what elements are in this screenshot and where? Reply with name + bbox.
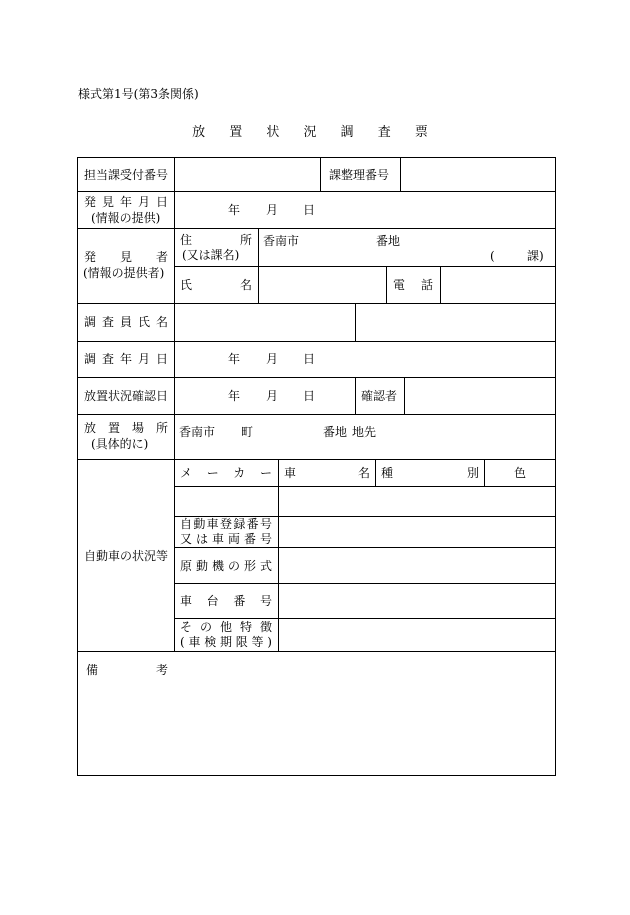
day-label: 日 (303, 352, 316, 366)
phone-label: 電 話 (393, 278, 433, 292)
registration-number-field[interactable] (279, 517, 555, 547)
month-label: 月 (266, 352, 279, 366)
location-field[interactable] (175, 415, 555, 459)
section-number-field[interactable] (401, 158, 555, 191)
name-field[interactable] (259, 267, 386, 303)
day-label: 日 (303, 389, 316, 403)
location-city: 香南市 (179, 425, 216, 439)
year-label: 年 (228, 203, 241, 217)
vehicle-section-label: 自動車の状況等 (84, 549, 169, 563)
other-features-field[interactable] (279, 619, 555, 651)
discovery-date-field[interactable] (175, 192, 555, 228)
address-label: 住 所 (180, 233, 252, 247)
year-label: 年 (228, 352, 241, 366)
day-label: 日 (303, 203, 316, 217)
engine-type-label: 原動機の形式 (180, 559, 272, 573)
investigation-date-label: 調査年月日 (84, 352, 168, 366)
discovery-date-sub: (情報の提供) (91, 211, 161, 225)
location-label: 放置場所 (84, 421, 168, 435)
column-divider (386, 266, 387, 303)
column-divider (320, 158, 321, 191)
engine-type-field[interactable] (279, 548, 555, 583)
name-label: 氏 名 (180, 278, 252, 292)
column-divider (375, 459, 376, 486)
inspection-expiry-label: (車検期限等) (180, 635, 272, 649)
address-city: 香南市 (263, 234, 300, 248)
section-number-label: 課整理番号 (329, 168, 390, 182)
reception-number-label: 担当課受付番号 (84, 168, 169, 182)
location-sub: (具体的に) (91, 437, 149, 451)
phone-field[interactable] (441, 267, 555, 303)
discoverer-label: 発見者 (84, 250, 168, 264)
location-town: 町 (241, 425, 254, 439)
month-label: 月 (266, 389, 279, 403)
car-name-label: 車 名 (284, 466, 370, 480)
confirm-date-field[interactable] (175, 378, 355, 414)
confirmer-field[interactable] (405, 378, 555, 414)
confirm-date-label: 放置状況確認日 (84, 389, 169, 403)
address-section-close: 課) (527, 249, 544, 263)
address-sub: (又は課名) (182, 248, 240, 262)
reception-number-field[interactable] (175, 158, 320, 191)
survey-form-table (77, 157, 556, 776)
remarks-field[interactable] (78, 652, 555, 775)
chassis-number-label: 車台番号 (180, 594, 272, 608)
car-details-field[interactable] (279, 487, 555, 516)
address-banchi: 番地 (376, 234, 401, 248)
address-field[interactable] (259, 229, 555, 266)
registration-number-label: 自動車登録番号 (180, 517, 272, 531)
maker-label: メーカー (180, 466, 272, 480)
investigator-label: 調査員氏名 (84, 315, 168, 329)
vehicle-number-label: 又は車両番号 (180, 532, 272, 546)
chassis-number-field[interactable] (279, 584, 555, 618)
location-saki: 地先 (352, 425, 377, 439)
discovery-date-label: 発見年月日 (84, 195, 168, 209)
address-section-open: ( (490, 249, 495, 263)
investigator-field[interactable] (175, 304, 555, 341)
year-label: 年 (228, 389, 241, 403)
form-title: 放 置 状 況 調 査 票 (192, 125, 438, 140)
discoverer-sub: (情報の提供者) (83, 266, 165, 280)
column-divider (355, 377, 356, 414)
month-label: 月 (266, 203, 279, 217)
confirmer-label: 確認者 (361, 389, 398, 403)
remarks-label: 備 考 (86, 663, 168, 677)
type-label: 種 別 (381, 466, 479, 480)
color-label: 色 (513, 466, 526, 480)
other-features-label: その他特徴 (180, 620, 272, 634)
form-reference: 様式第1号(第3条関係) (78, 87, 199, 101)
location-banchi: 番地 (323, 425, 348, 439)
investigation-date-field[interactable] (175, 342, 555, 377)
maker-field[interactable] (175, 487, 278, 516)
